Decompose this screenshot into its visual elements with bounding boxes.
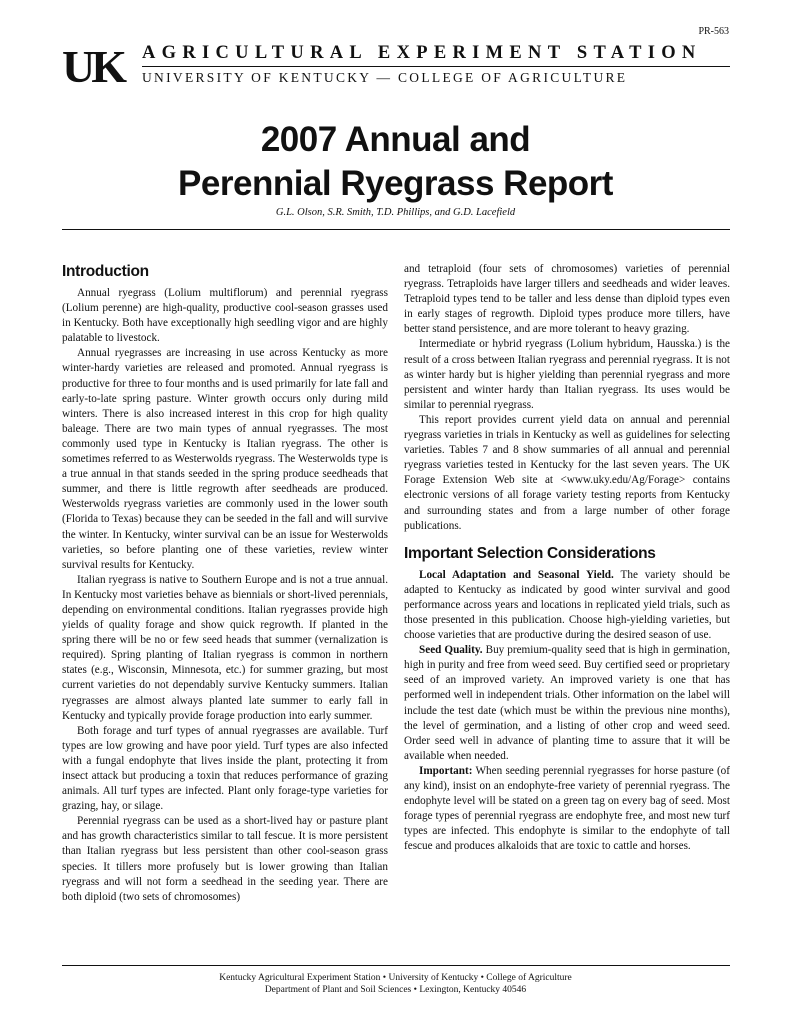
left-column xyxy=(62,262,388,905)
uk-logo xyxy=(62,41,123,92)
masthead-rule xyxy=(142,66,730,67)
intro-paragraph-8: This report provides current yield data on annual and perennial ryegrass varieties in trials in Kentucky as well as guidelines for selecting varieties. Tables 7 and 8 show summaries of all annual and perennial ryegrass varieties tested in Kentucky for the last seven years. The UK Forage Extension Web site at <www.uky.edu/Ag/Forage> contains electronic versions of all forage variety testing reports from Kentucky and surrounding states and from a large number of other forage publications. xyxy=(404,413,730,532)
footer-line-1: Kentucky Agricultural Experiment Station • University of Kentucky • College of Agriculture xyxy=(219,973,572,983)
adaptation-lead: Local Adaptation and Seasonal Yield. xyxy=(419,568,614,581)
intro-paragraph-5: Perennial ryegrass can be used as a short-lived hay or pasture plant and has growth characteristics similar to tall fescue. It is more persistent than Italian ryegrass but less persistent than other cool-season grass species. It tillers more profusely but is lower growing than Italian ryegrass and will not form a seedhead in the seeding year. There are both diploid (two sets of chromosomes) xyxy=(62,815,388,903)
title-line-1: 2007 Annual and xyxy=(260,120,531,159)
seed-quality-paragraph xyxy=(404,643,730,764)
intro-paragraph-7: Intermediate or hybrid ryegrass (Lolium hybridum, Hausska.) is the result of a cross between Italian ryegrass and perennial ryegrass. It is not as winter hardy but is higher yielding than perennial ryegrass and more persistent and winter hardy than Italian ryegrass. Its uses would be similar to perennial ryegrass. xyxy=(404,338,730,411)
footer xyxy=(0,972,791,996)
university-line: UNIVERSITY OF KENTUCKY — COLLEGE OF AGRICULTURE xyxy=(142,70,628,85)
station-name: AGRICULTURAL EXPERIMENT STATION xyxy=(142,43,702,63)
adaptation-paragraph xyxy=(404,568,730,643)
title-line-2: Perennial Ryegrass Report xyxy=(178,164,613,203)
important-lead: Important: xyxy=(419,764,473,777)
uk-logo-text: UK xyxy=(62,41,123,92)
seed-quality-lead: Seed Quality. xyxy=(419,644,483,657)
important-text: When seeding perennial ryegrasses for horse pasture (of any kind), insist on an endophyte-free variety of perennial ryegrass. The endophyte level will be stated on a green tag on every bag of seed. Most forage types of perennial ryegrass are endophyte free, and most new turf types are infected. This endophyte is similar to the endophyte of tall fescue and produces alkaloids that are toxic to cattle and horses. xyxy=(404,764,730,853)
report-title xyxy=(0,118,791,206)
intro-paragraph-1: Annual ryegrass (Lolium multiflorum) and perennial ryegrass (Lolium perenne) are high-quality, productive cool-season grasses used in Kentucky. Both have exceptionally high seedling vigor and are highly palatable to livestock. xyxy=(62,287,388,345)
adaptation-text: The variety should be adapted to Kentucky as indicated by good winter survival and good performance across years and locations in replicated yield trials, such as those presented in this publication. Choose high-yielding varieties, but choose varieties that are productive during the desired season of use. xyxy=(404,568,730,642)
right-column xyxy=(404,262,730,854)
intro-paragraph-4: Both forage and turf types of annual ryegrasses are available. Turf types are low growing and have poor yield. Turf types are also infected with a fungal endophyte that lives inside the plant, protecting it from insect attack but producing a toxin that reduces performance of grazing animals. All turf types are infected. Plant only forage-type varieties for grazing, hay, or silage. xyxy=(62,724,388,813)
intro-paragraph-3: Italian ryegrass is native to Southern Europe and is not a true annual. In Kentucky most varieties behave as biennials or short-lived perennials, depending on environmental conditions. Italian ryegrasses provide high yields of quality forage and show quick regrowth. If planted in the spring there will be no or few seed heads that summer (vernalization is required). Spring planting of Italian ryegrass is common in northern states (e.g., Wisconsin, Minnesota, etc.) for summer grazing, but most current varieties do not dependably survive Kentucky summers. Italian ryegrasses are almost always planted late summer to early fall in Kentucky and typically provide forage production into early summer. xyxy=(62,573,388,722)
authors: G.L. Olson, S.R. Smith, T.D. Phillips, and G.D. Lacefield xyxy=(275,207,516,218)
seed-quality-text: Buy premium-quality seed that is high in germination, high in purity and free from weed seed. Buy certified seed or proprietary seed of an improved variety. An improved variety is one that has performed well in independent trials. Other information on the label will include the test date (which must be within the previous nine months), the level of germination, and a listing of other crop and weed seed. Order seed well in advance of planting time to assure that it will be available when needed. xyxy=(404,644,730,762)
intro-paragraph-6: and tetraploid (four sets of chromosomes) varieties of perennial ryegrass. Tetraploids have larger tillers and seedheads and wider leaves. Tetraploid types tend to be taller and less dense than diploid types even in early stages of regrowth. Diploid types produce more tillers, have better stand persistence, and are more tolerant to heavy grazing. xyxy=(404,263,730,336)
intro-paragraph-2: Annual ryegrasses are increasing in use across Kentucky as more winter-hardy varieties are released and promoted. Annual ryegrass is productive for three to four months and is used primarily for late fall and early-to-late spring pasture. Winter growth occurs only during mild winters. There is also increased interest in this crop for high quality baleage. There are two main types of annual ryegrasses. The most commonly used type in Kentucky is Italian ryegrass. The other is sometimes referred to as Westerwolds ryegrass. The Westerwolds type is a true annual in that stands seeded in the spring produce seedheads that summer, and there is little regrowth after seedheads are produced. Westerwolds ryegrass varieties are commonly used in the lower south (Florida to Texas) because they can be seeded in the fall and will survive the winter. In Kentucky, winter survival can be an issue for Westerwolds varieties, so before planting one of these varieties, review winter survival results for Kentucky. xyxy=(62,347,388,571)
masthead xyxy=(62,40,730,92)
footer-divider xyxy=(62,965,730,966)
introduction-heading: Introduction xyxy=(62,263,149,280)
header-divider xyxy=(62,229,730,230)
report-number: PR-563 xyxy=(698,26,729,37)
selection-heading: Important Selection Considerations xyxy=(404,544,656,562)
important-paragraph xyxy=(404,764,730,855)
footer-line-2: Department of Plant and Soil Sciences • Lexington, Kentucky 40546 xyxy=(264,985,527,995)
